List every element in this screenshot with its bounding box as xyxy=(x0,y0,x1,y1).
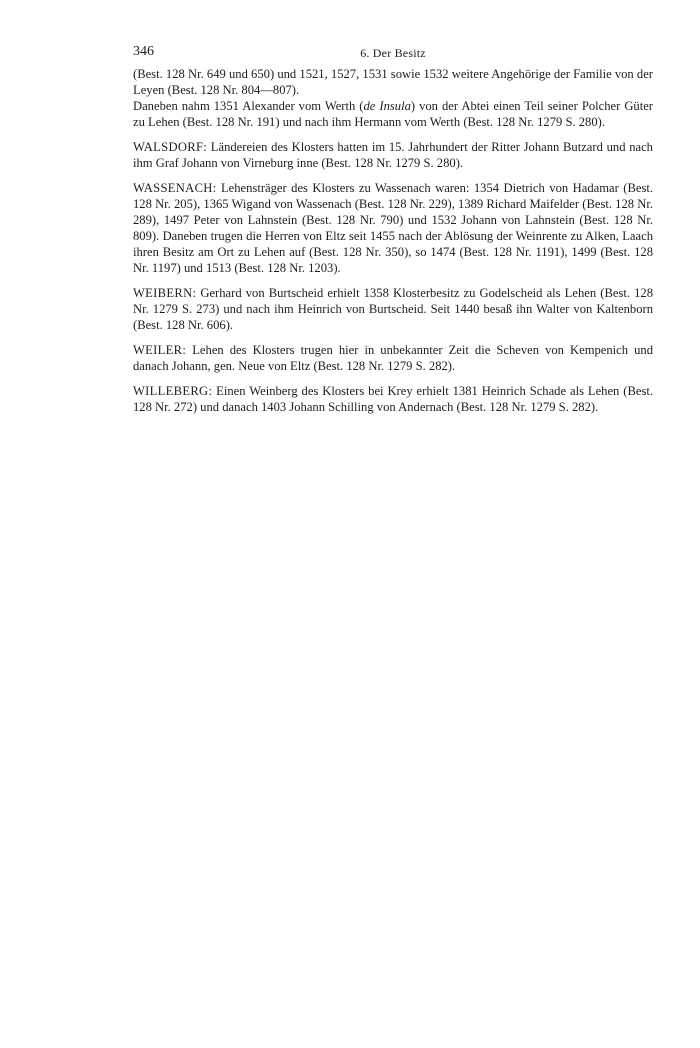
paragraph-polch xyxy=(133,98,653,130)
entry-text: Einen Weinberg des Klosters bei Krey erhielt 1381 Heinrich Schade als Lehen (Best. 128 Nr. 272) und danach 1403 Johann Schilling von Andernach (Best. 128 Nr. 1279 S. 282). xyxy=(133,384,653,414)
entry-text: Lehen des Klosters trugen hier in unbekannter Zeit die Scheven von Kempenich und danach Johann, gen. Neue von Eltz (Best. 128 Nr. 1279 S. 282). xyxy=(133,343,653,373)
paragraph-text-after: ) von der Abtei einen Teil seiner Polcher Güter zu Lehen (Best. 128 Nr. 191) und nach ihm Hermann vom Werth (Best. 128 Nr. 1279 S. 280). xyxy=(133,99,653,129)
entry-weibern xyxy=(133,285,653,333)
paragraph-continuation xyxy=(133,66,653,98)
paragraph-text-before: Daneben nahm 1351 Alexander vom Werth ( xyxy=(133,99,364,113)
italic-term: de Insula xyxy=(363,99,411,113)
entry-willeberg xyxy=(133,383,653,415)
page-number: 346 xyxy=(133,44,154,59)
running-title: 6. Der Besitz xyxy=(360,46,426,60)
entry-wassenach xyxy=(133,180,653,276)
entry-text: Ländereien des Klosters hatten im 15. Jahrhundert der Ritter Johann Butzard und nach ihm Graf Johann von Virneburg inne (Best. 128 Nr. 1279 S. 280). xyxy=(133,140,653,170)
entry-lemma: WEIBERN: xyxy=(133,286,197,300)
document-page xyxy=(133,44,653,415)
page-header xyxy=(133,44,653,66)
entry-text: Lehensträger des Klosters zu Wassenach waren: 1354 Dietrich von Hadamar (Best. 128 Nr. 205), 1365 Wigand von Wassenach (Best. 128 Nr. 229), 1389 Richard Maifelder (Best. 128 Nr. 289), 1497 Peter von Lahnstein (Best. 128 Nr. 790) und 1532 Johann von Lahnstein (Best. 128 Nr. 809). Daneben trugen die Herren von Eltz seit 1455 nach der Ablösung der Weinrente zu Alken, Laach ihren Besitz am Ort zu Lehen auf (Best. 128 Nr. 350), so 1474 (Best. 128 Nr. 1191), 1499 (Best. 128 Nr. 1197) und 1513 (Best. 128 Nr. 1203). xyxy=(133,181,653,275)
entry-lemma: WASSENACH: xyxy=(133,181,217,195)
entry-text: Gerhard von Burtscheid erhielt 1358 Klosterbesitz zu Godelscheid als Lehen (Best. 128 Nr. 1279 S. 273) und nach ihm Heinrich von Burtscheid. Seit 1440 besaß ihn Walter von Kaltenborn (Best. 128 Nr. 606). xyxy=(133,286,653,332)
entry-walsdorf xyxy=(133,139,653,171)
entry-lemma: WILLEBERG: xyxy=(133,384,213,398)
entry-weiler xyxy=(133,342,653,374)
paragraph-text: (Best. 128 Nr. 649 und 650) und 1521, 1527, 1531 sowie 1532 weitere Angehörige der Familie von der Leyen (Best. 128 Nr. 804—807). xyxy=(133,67,653,97)
entry-lemma: WEILER: xyxy=(133,343,187,357)
entry-lemma: WALSDORF: xyxy=(133,140,208,154)
